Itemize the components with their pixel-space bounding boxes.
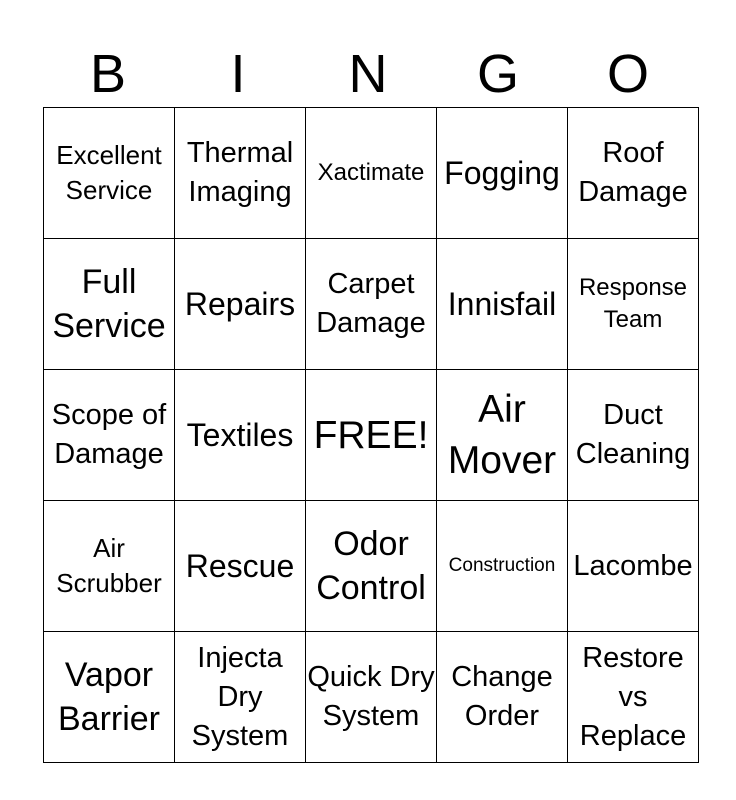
cell-label: Thermal Imaging (186, 137, 294, 208)
cell-label: Xactimate (317, 159, 425, 186)
cell-label: Duct Cleaning (575, 399, 691, 470)
bingo-cell[interactable] (437, 370, 568, 501)
bingo-header (43, 42, 693, 106)
cell-label: Air Scrubber (56, 533, 162, 598)
bingo-board (43, 107, 699, 763)
cell-label: Innisfail (447, 286, 557, 322)
bingo-cell[interactable] (568, 632, 699, 763)
bingo-cell[interactable] (568, 108, 699, 239)
bingo-cell[interactable] (568, 370, 699, 501)
board-row (44, 370, 699, 501)
bingo-cell[interactable] (175, 239, 306, 370)
board-row (44, 632, 699, 763)
cell-label: Repairs (184, 286, 296, 322)
bingo-cell[interactable] (437, 501, 568, 632)
board-row (44, 239, 699, 370)
bingo-cell[interactable] (44, 239, 175, 370)
bingo-cell[interactable] (44, 370, 175, 501)
bingo-cell free-space[interactable] (306, 370, 437, 501)
header-letter-n: N (348, 44, 388, 104)
bingo-cell[interactable] (306, 108, 437, 239)
cell-label: Vapor Barrier (57, 656, 161, 738)
cell-label: Rescue (185, 548, 295, 584)
header-letter-b: B (89, 44, 127, 104)
cell-label: Air Mover (447, 388, 557, 482)
cell-label: Roof Damage (578, 137, 688, 208)
header-letter-o: O (606, 44, 649, 104)
bingo-cell[interactable] (306, 632, 437, 763)
cell-label: Full Service (52, 263, 166, 345)
bingo-cell[interactable] (175, 632, 306, 763)
bingo-cell[interactable] (306, 239, 437, 370)
bingo-cell[interactable] (175, 370, 306, 501)
bingo-cell[interactable] (44, 501, 175, 632)
header-letter-i: I (230, 44, 246, 104)
bingo-cell[interactable] (306, 501, 437, 632)
cell-label: Response Team (578, 274, 688, 333)
cell-label: Fogging (444, 155, 560, 191)
cell-label: Textiles (186, 417, 294, 453)
bingo-cell[interactable] (568, 501, 699, 632)
cell-label: Excellent Service (56, 140, 162, 205)
cell-label: Quick Dry System (307, 661, 435, 732)
bingo-cell[interactable] (44, 632, 175, 763)
bingo-cell[interactable] (568, 239, 699, 370)
free-space-label: FREE! (313, 413, 429, 457)
bingo-cell[interactable] (175, 108, 306, 239)
bingo-cell[interactable] (437, 108, 568, 239)
cell-label: Change Order (451, 661, 553, 732)
bingo-cell[interactable] (437, 632, 568, 763)
bingo-cell[interactable] (175, 501, 306, 632)
board-row (44, 108, 699, 239)
cell-label: Lacombe (573, 549, 693, 582)
board-row (44, 501, 699, 632)
header-letter-g: G (476, 44, 519, 104)
cell-label: Carpet Damage (316, 268, 426, 339)
cell-label: Injecta Dry System (191, 641, 289, 752)
cell-label: Scope of Damage (51, 399, 167, 470)
bingo-cell[interactable] (437, 239, 568, 370)
cell-label: Odor Control (316, 525, 426, 607)
bingo-cell[interactable] (44, 108, 175, 239)
cell-label: Restore vs Replace (579, 641, 687, 752)
cell-label: Construction (448, 555, 556, 576)
